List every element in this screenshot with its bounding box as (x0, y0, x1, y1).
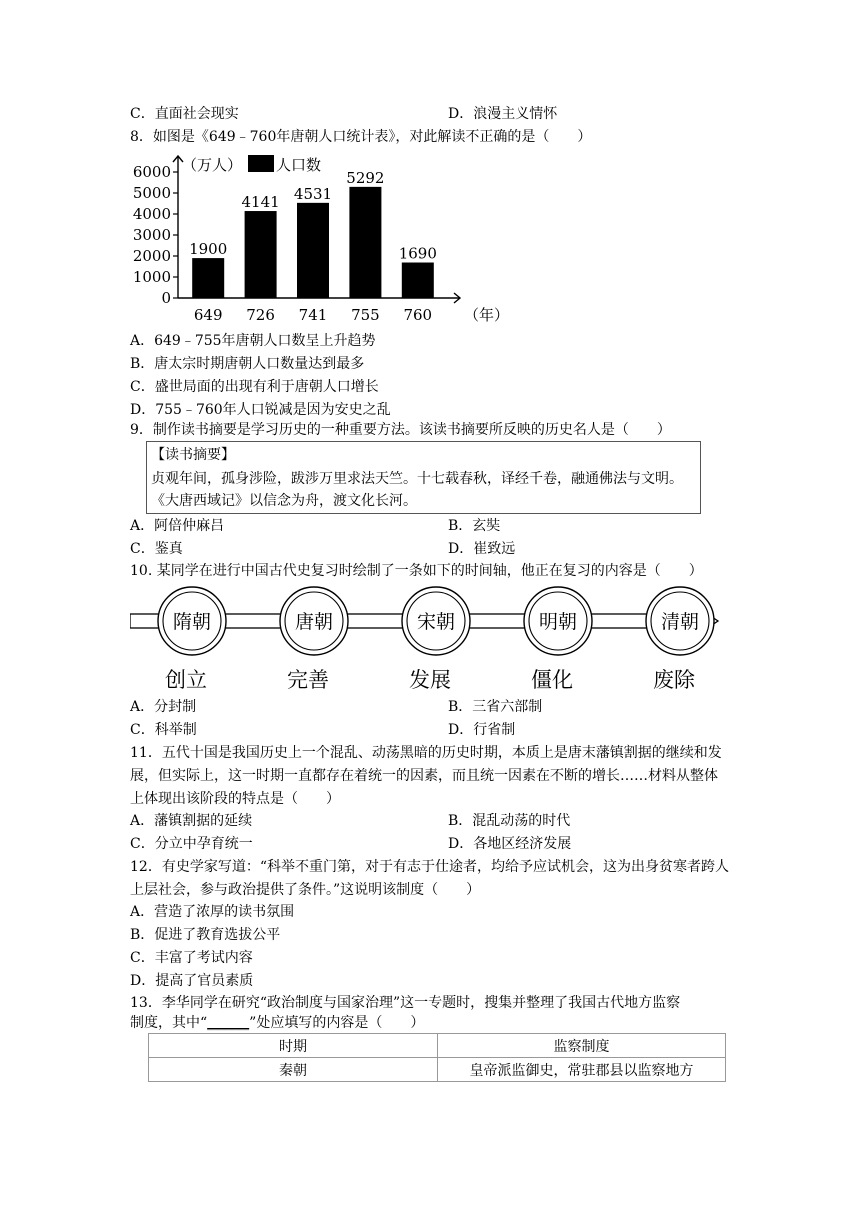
q8-option-c: C．盛世局面的出现有利于唐朝人口增长 (130, 379, 379, 395)
table-cell-period: 秦朝 (149, 1058, 438, 1082)
q12-option-b: B．促进了教育选拔公平 (130, 927, 281, 943)
q10-option-c: C．科举制 (130, 722, 197, 738)
table-cell-system: 皇帝派监御史，常驻郡县以监察地方 (438, 1058, 726, 1082)
y-tick-label: 1000 (132, 268, 171, 286)
q9-option-d: D．崔致远 (448, 541, 516, 557)
population-bar-chart (130, 152, 510, 330)
reading-summary-box (146, 441, 701, 514)
y-axis-label: （万人） (182, 156, 243, 174)
supervision-table (148, 1033, 726, 1082)
x-tick-label-649: 649 (193, 306, 223, 324)
stage-label: 废除 (653, 668, 695, 692)
dynasty-timeline (130, 583, 720, 693)
stage-label: 创立 (165, 668, 207, 692)
q11-option-b: B．混乱动荡的时代 (448, 813, 571, 829)
q10-option-a: A．分封制 (130, 699, 197, 715)
q9-stem: 9．制作读书摘要是学习历史的一种重要方法。该读书摘要所反映的历史名人是（ ） (130, 422, 671, 438)
data-label-741: 4531 (293, 184, 333, 203)
q10-option-d: D．行省制 (448, 722, 516, 738)
y-tick-label: 2000 (132, 247, 171, 265)
data-label-649: 1900 (189, 240, 228, 259)
bar-649 (192, 258, 224, 298)
x-axis-label: （年） (464, 306, 510, 324)
q8-option-b: B．唐太宗时期唐朝人口数量达到最多 (130, 356, 365, 372)
data-label-755: 5292 (346, 168, 385, 187)
reading-summary-title: 【读书摘要】 (151, 447, 235, 463)
y-tick-label: 0 (161, 289, 171, 307)
q11-option-c: C．分立中孕育统一 (130, 836, 253, 852)
q8-option-a: A．649﹣755年唐朝人口数呈上升趋势 (130, 333, 376, 349)
q8-stem: 8．如图是《649﹣760年唐朝人口统计表》，对此解读不正确的是（ ） (130, 129, 592, 145)
q10-stem: 10. 某同学在进行中国古代史复习时绘制了一条如下的时间轴，他正在复习的内容是（ ） (130, 563, 703, 579)
q10-option-b: B．三省六部制 (448, 699, 543, 715)
legend-label: 人口数 (276, 156, 322, 174)
q12-option-d: D．提高了官员素质 (130, 973, 254, 989)
q7-option-c: C．直面社会现实 (130, 106, 239, 122)
q13-stem-post: ”处应填写的内容是（ ） (249, 1015, 425, 1031)
q12-option-c: C．丰富了考试内容 (130, 950, 253, 966)
table-header-period: 时期 (149, 1034, 438, 1058)
dynasty-label: 唐朝 (294, 611, 334, 633)
bar-760 (402, 263, 434, 298)
bar-755 (349, 187, 381, 298)
q9-option-b: B．玄奘 (448, 518, 501, 534)
q9-option-c: C．鉴真 (130, 541, 183, 557)
legend-swatch (248, 155, 274, 172)
q13-stem-line2 (130, 1013, 424, 1033)
q12-option-a: A．营造了浓厚的读书氛围 (130, 904, 295, 920)
q9-option-a: A．阿倍仲麻吕 (130, 518, 225, 534)
y-tick-label: 5000 (132, 184, 171, 202)
q7-option-d: D．浪漫主义情怀 (448, 106, 558, 122)
stage-label: 僵化 (531, 668, 573, 692)
q12-stem: 12．有史学家写道：“科举不重门第，对于有志于仕途者，均给予应试机会，这为出身贫寒者跨人上层社会，参与政治提供了条件。”这说明该制度（ ） (130, 859, 729, 898)
dynasty-label: 清朝 (660, 611, 700, 633)
q11-option-d: D．各地区经济发展 (448, 836, 572, 852)
x-tick-label-726: 726 (246, 306, 275, 324)
dynasty-label: 宋朝 (416, 611, 456, 633)
bar-726 (245, 211, 277, 298)
q8-option-d: D．755﹣760年人口锐减是因为安史之乱 (130, 402, 391, 418)
data-label-760: 1690 (398, 244, 437, 263)
y-tick-label: 6000 (132, 163, 171, 181)
table-header-row (149, 1034, 726, 1058)
reading-summary-text: 贞观年间，孤身涉险，跋涉万里求法天竺。十七载春秋，译经千卷，融通佛法与文明。《大唐西域记》以信念为舟，渡文化长河。 (151, 471, 683, 509)
dynasty-label: 明朝 (538, 611, 578, 633)
x-tick-label-741: 741 (298, 306, 328, 324)
y-tick-label: 3000 (132, 226, 171, 244)
x-tick-label-760: 760 (403, 306, 433, 324)
table-row (149, 1058, 726, 1082)
dynasty-label: 隋朝 (172, 611, 212, 633)
table-header-system: 监察制度 (438, 1034, 726, 1058)
q11-stem: 11．五代十国是我国历史上一个混乱、动荡黑暗的历史时期，本质上是唐末藩镇割据的继续和发展，但实际上，这一时期一直都存在着统一的因素，而且统一因素在不断的增长……材料从整体上体现出该阶段的特点是（ ） (130, 745, 722, 807)
stage-label: 发展 (409, 668, 451, 692)
q11-option-a: A．藩镇割据的延续 (130, 813, 253, 829)
y-tick-label: 4000 (132, 205, 171, 223)
data-label-726: 4141 (241, 193, 280, 212)
q13-blank: ______ (207, 1015, 250, 1031)
stage-label: 完善 (287, 668, 329, 692)
q13-stem-pre: 制度，其中“ (130, 1015, 208, 1031)
x-tick-label-755: 755 (351, 306, 380, 324)
q13-stem-line1: 13．李华同学在研究“政治制度与国家治理”这一专题时，搜集并整理了我国古代地方监察 (130, 995, 681, 1011)
bar-741 (297, 203, 329, 298)
